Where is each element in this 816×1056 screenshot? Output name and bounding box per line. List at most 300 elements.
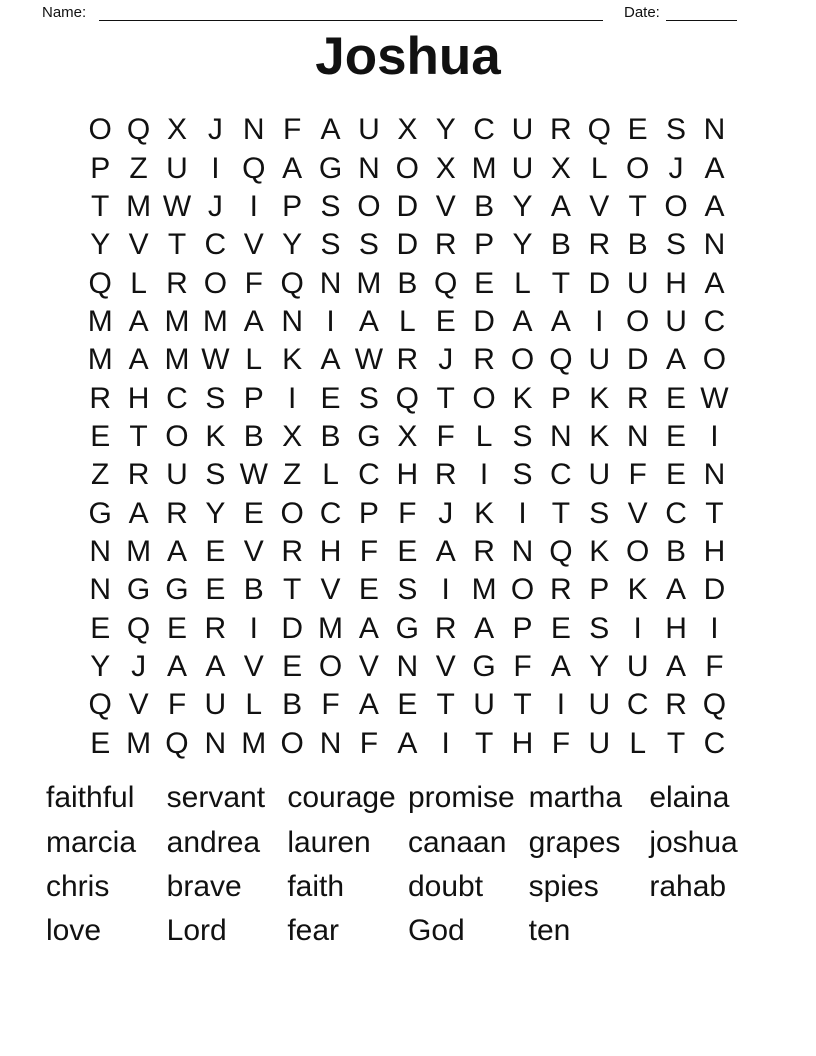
grid-letter: M	[471, 151, 497, 185]
grid-letter: V	[589, 189, 610, 223]
grid-letter: U	[588, 688, 611, 722]
grid-letter: M	[126, 726, 152, 760]
word-list-item: love	[46, 914, 102, 948]
grid-letter: U	[166, 151, 188, 185]
grid-letter: Q	[242, 151, 266, 185]
grid-letter: E	[243, 496, 264, 530]
grid-letter: O	[280, 496, 304, 530]
grid-letter: X	[282, 419, 303, 453]
grid-letter: M	[471, 573, 497, 607]
grid-letter: V	[243, 534, 264, 568]
grid-letter: H	[703, 534, 726, 568]
grid-letter: I	[556, 688, 566, 722]
grid-letter: S	[320, 189, 341, 223]
grid-letter: R	[588, 228, 611, 262]
grid-letter: L	[130, 266, 147, 300]
grid-letter: I	[211, 151, 220, 185]
grid-letter: R	[434, 228, 457, 262]
grid-letter: E	[358, 573, 379, 607]
grid-letter: N	[703, 228, 726, 262]
grid-letter: R	[473, 534, 495, 568]
grid-letter: A	[166, 649, 187, 683]
grid-letter: N	[281, 304, 303, 338]
grid-letter: Z	[282, 458, 302, 492]
word-list-item: canaan	[407, 825, 507, 859]
grid-letter: M	[126, 534, 152, 568]
grid-letter: D	[473, 304, 495, 338]
grid-letter: I	[326, 304, 335, 338]
grid-letter: Z	[91, 458, 110, 492]
grid-letter: P	[358, 496, 379, 530]
grid-letter: F	[436, 419, 455, 453]
grid-letter: O	[88, 113, 112, 147]
grid-letter: L	[322, 458, 339, 492]
grid-letter: F	[628, 458, 647, 492]
grid-letter: E	[90, 419, 111, 453]
grid-letter: T	[436, 381, 455, 415]
grid-letter: H	[319, 534, 342, 568]
grid-letter: T	[167, 228, 187, 262]
word-list-item: elaina	[649, 781, 730, 815]
grid-letter: M	[87, 343, 113, 377]
word-list-item: lauren	[287, 825, 371, 859]
grid-letter: S	[320, 228, 341, 262]
grid-letter: R	[396, 343, 419, 377]
grid-letter: G	[88, 496, 112, 530]
grid-letter: K	[205, 419, 226, 453]
grid-letter: M	[356, 266, 382, 300]
grid-letter: A	[358, 611, 379, 645]
grid-letter: U	[626, 266, 649, 300]
grid-letter: E	[90, 611, 111, 645]
grid-letter: B	[243, 419, 264, 453]
grid-letter: Y	[512, 189, 533, 223]
grid-letter: W	[162, 189, 192, 223]
grid-letter: S	[358, 381, 379, 415]
grid-letter: A	[704, 189, 725, 223]
grid-letter: T	[705, 496, 724, 530]
grid-letter: A	[704, 151, 725, 185]
word-list-item: marcia	[46, 825, 137, 859]
word-list-item: grapes	[528, 825, 621, 859]
grid-letter: V	[435, 649, 456, 683]
grid-letter: N	[626, 419, 649, 453]
grid-letter: G	[318, 151, 343, 185]
grid-letter: G	[126, 573, 151, 607]
grid-letter: B	[320, 419, 341, 453]
grid-letter: A	[666, 573, 687, 607]
grid-letter: R	[166, 496, 188, 530]
grid-letter: L	[590, 151, 608, 185]
grid-letter: X	[397, 113, 418, 147]
grid-letter: F	[244, 266, 263, 300]
grid-letter: W	[201, 343, 230, 377]
grid-letter: E	[282, 649, 303, 683]
grid-letter: X	[166, 113, 187, 147]
grid-letter: N	[358, 151, 380, 185]
word-list-item: faithful	[46, 781, 135, 815]
grid-letter: I	[441, 573, 450, 607]
grid-letter: F	[359, 534, 379, 568]
grid-letter: H	[665, 611, 687, 645]
word-list-item: andrea	[166, 825, 261, 859]
grid-letter: D	[396, 189, 419, 223]
grid-letter: V	[320, 573, 341, 607]
grid-letter: L	[398, 304, 416, 338]
grid-letter: O	[510, 573, 535, 607]
grid-letter: H	[511, 726, 534, 760]
grid-letter: P	[474, 228, 495, 262]
grid-letter: T	[628, 189, 647, 223]
grid-letter: U	[626, 649, 649, 683]
grid-letter: A	[474, 611, 495, 645]
word-list-item: courage	[287, 781, 396, 815]
grid-letter: N	[396, 649, 419, 683]
grid-letter: E	[666, 458, 687, 492]
grid-letter: U	[588, 458, 611, 492]
grid-letter: U	[665, 304, 687, 338]
grid-letter: Y	[90, 649, 111, 683]
grid-letter: L	[514, 266, 531, 300]
grid-letter: E	[666, 381, 687, 415]
grid-letter: N	[703, 113, 726, 147]
grid-letter: D	[703, 573, 726, 607]
grid-letter: I	[518, 496, 527, 530]
grid-letter: R	[281, 534, 303, 568]
grid-letter: I	[441, 726, 450, 760]
grid-letter: U	[473, 688, 495, 722]
grid-letter: C	[665, 496, 687, 530]
grid-letter: X	[435, 151, 456, 185]
grid-letter: J	[131, 649, 147, 683]
grid-letter: M	[241, 726, 267, 760]
grid-letter: Y	[512, 228, 533, 262]
date-fill-in-line	[666, 2, 737, 21]
word-list-item: joshua	[649, 825, 738, 859]
grid-letter: E	[320, 381, 341, 415]
grid-letter: A	[397, 726, 418, 760]
grid-letter: E	[474, 266, 495, 300]
grid-letter: T	[474, 726, 494, 760]
grid-letter: A	[320, 343, 341, 377]
grid-letter: R	[550, 573, 572, 607]
grid-letter: U	[511, 151, 534, 185]
grid-letter: K	[512, 381, 533, 415]
grid-letter: V	[243, 649, 264, 683]
grid-letter: E	[627, 113, 648, 147]
grid-letter: P	[589, 573, 610, 607]
grid-letter: A	[128, 304, 149, 338]
word-list-item: God	[407, 914, 465, 948]
grid-letter: H	[665, 266, 687, 300]
grid-letter: E	[205, 534, 226, 568]
grid-letter: I	[287, 381, 297, 415]
grid-letter: B	[550, 228, 571, 262]
word-list-item: Lord	[166, 914, 227, 948]
grid-letter: N	[703, 458, 726, 492]
grid-letter: Q	[549, 343, 573, 377]
grid-letter: O	[165, 419, 189, 453]
grid-letter: R	[204, 611, 227, 645]
word-list-item: chris	[46, 869, 110, 903]
grid-letter: M	[202, 304, 228, 338]
grid-letter: O	[357, 189, 381, 223]
grid-letter: X	[550, 151, 571, 185]
grid-letter: Y	[205, 496, 226, 530]
grid-letter: F	[167, 688, 187, 722]
grid-letter: Y	[435, 113, 456, 147]
grid-letter: N	[204, 726, 227, 760]
word-list-item: spies	[528, 869, 599, 903]
grid-letter: A	[666, 343, 687, 377]
worksheet-header	[42, 2, 774, 22]
grid-letter: R	[473, 343, 495, 377]
grid-letter: A	[282, 151, 303, 185]
word-list-item: rahab	[649, 869, 727, 903]
word-list-item: brave	[166, 869, 242, 903]
grid-letter: Q	[88, 266, 112, 300]
grid-letter: O	[702, 343, 727, 377]
grid-letter: N	[550, 419, 572, 453]
grid-letter: R	[626, 381, 649, 415]
grid-letter: V	[128, 228, 149, 262]
grid-letter: M	[87, 304, 113, 338]
grid-letter: D	[588, 266, 611, 300]
grid-letter: C	[319, 496, 342, 530]
grid-letter: B	[282, 688, 303, 722]
grid-letter: W	[239, 458, 268, 492]
word-list-item: fear	[287, 914, 340, 948]
grid-letter: V	[128, 688, 149, 722]
grid-letter: C	[166, 381, 188, 415]
grid-letter: Q	[434, 266, 458, 300]
grid-letter: A	[550, 304, 571, 338]
grid-letter: H	[127, 381, 150, 415]
grid-letter: I	[595, 304, 604, 338]
grid-letter: V	[435, 189, 456, 223]
grid-letter: O	[625, 304, 650, 338]
word-list	[46, 776, 770, 954]
grid-letter: E	[666, 419, 687, 453]
grid-letter: R	[550, 113, 572, 147]
grid-letter: M	[164, 343, 190, 377]
grid-letter: B	[666, 534, 687, 568]
grid-letter: J	[438, 496, 454, 530]
grid-letter: N	[319, 726, 342, 760]
grid-letter: F	[513, 649, 532, 683]
grid-letter: G	[472, 649, 496, 683]
grid-letter: L	[245, 343, 263, 377]
grid-letter: E	[166, 611, 187, 645]
grid-letter: G	[165, 573, 189, 607]
grid-letter: L	[245, 688, 263, 722]
grid-letter: Q	[126, 611, 151, 645]
grid-letter: S	[512, 458, 533, 492]
grid-letter: C	[204, 228, 227, 262]
grid-letter: N	[242, 113, 265, 147]
grid-letter: A	[666, 649, 687, 683]
grid-letter: O	[472, 381, 496, 415]
grid-letter: A	[550, 189, 571, 223]
grid-letter: A	[320, 113, 341, 147]
grid-letter: U	[166, 458, 188, 492]
grid-letter: S	[666, 228, 687, 262]
grid-letter: A	[128, 343, 149, 377]
grid-letter: C	[703, 304, 726, 338]
grid-letter: T	[91, 189, 110, 223]
grid-letter: O	[280, 726, 304, 760]
grid-letter: S	[589, 611, 610, 645]
grid-letter: B	[627, 228, 648, 262]
grid-letter: A	[243, 304, 264, 338]
grid-letter: C	[358, 458, 380, 492]
word-list-item: promise	[407, 781, 515, 815]
grid-letter: G	[357, 419, 381, 453]
grid-letter: O	[625, 151, 650, 185]
grid-letter: J	[207, 113, 223, 147]
word-list-item: faith	[287, 869, 345, 903]
grid-letter: C	[626, 688, 649, 722]
grid-letter: R	[89, 381, 112, 415]
grid-letter: B	[474, 189, 495, 223]
grid-letter: N	[89, 534, 112, 568]
grid-letter: Q	[88, 688, 112, 722]
grid-letter: P	[550, 381, 571, 415]
grid-letter: W	[700, 381, 729, 415]
grid-letter: P	[512, 611, 533, 645]
grid-letter: R	[434, 458, 457, 492]
grid-letter: Q	[702, 688, 727, 722]
grid-letter: B	[397, 266, 418, 300]
grid-letter: S	[512, 419, 533, 453]
grid-letter: T	[513, 688, 532, 722]
name-fill-in-line	[99, 2, 603, 21]
grid-letter: E	[90, 726, 111, 760]
grid-letter: Y	[282, 228, 303, 262]
grid-letter: W	[354, 343, 384, 377]
grid-letter: C	[550, 458, 572, 492]
date-label: Date:	[624, 4, 660, 21]
grid-letter: A	[205, 649, 226, 683]
grid-letter: R	[665, 688, 687, 722]
grid-letter: J	[438, 343, 454, 377]
grid-letter: I	[710, 419, 719, 453]
grid-letter: U	[588, 726, 611, 760]
grid-letter: I	[479, 458, 489, 492]
grid-letter: E	[205, 573, 226, 607]
grid-letter: B	[243, 573, 264, 607]
grid-letter: S	[358, 228, 379, 262]
grid-letter: A	[128, 496, 149, 530]
grid-letter: A	[166, 534, 187, 568]
grid-letter: F	[282, 113, 302, 147]
grid-letter: T	[551, 496, 571, 530]
grid-letter: V	[358, 649, 379, 683]
grid-letter: Q	[587, 113, 611, 147]
grid-letter: O	[664, 189, 688, 223]
grid-letter: A	[358, 304, 379, 338]
grid-letter: G	[395, 611, 419, 645]
grid-letter: E	[397, 534, 418, 568]
grid-letter: X	[397, 419, 418, 453]
grid-letter: A	[704, 266, 725, 300]
grid-letter: P	[243, 381, 264, 415]
grid-letter: A	[550, 649, 571, 683]
word-list-item: ten	[528, 914, 571, 948]
grid-letter: D	[396, 228, 419, 262]
grid-letter: J	[668, 151, 684, 185]
grid-letter: P	[90, 151, 111, 185]
word-search-grid	[81, 111, 734, 763]
grid-letter: Q	[165, 726, 189, 760]
grid-letter: J	[207, 189, 223, 223]
grid-letter: U	[204, 688, 227, 722]
grid-letter: F	[398, 496, 417, 530]
grid-letter: I	[249, 189, 258, 223]
word-list-item: servant	[166, 781, 266, 815]
grid-letter: M	[164, 304, 190, 338]
page-title: Joshua	[315, 27, 501, 86]
grid-letter: Q	[126, 113, 151, 147]
grid-letter: M	[126, 189, 152, 223]
grid-letter: K	[627, 573, 648, 607]
grid-letter: N	[511, 534, 534, 568]
grid-letter: O	[625, 534, 650, 568]
grid-letter: F	[321, 688, 340, 722]
grid-letter: E	[435, 304, 456, 338]
grid-letter: U	[511, 113, 534, 147]
grid-letter: S	[205, 458, 226, 492]
grid-letter: T	[666, 726, 686, 760]
grid-letter: I	[710, 611, 719, 645]
grid-letter: N	[89, 573, 112, 607]
grid-letter: Q	[395, 381, 419, 415]
grid-letter: I	[633, 611, 642, 645]
name-label: Name:	[42, 4, 87, 21]
grid-letter: K	[282, 343, 303, 377]
grid-letter: E	[397, 688, 418, 722]
grid-letter: T	[282, 573, 302, 607]
grid-letter: S	[205, 381, 226, 415]
grid-letter: S	[589, 496, 610, 530]
grid-letter: C	[473, 113, 495, 147]
grid-letter: T	[129, 419, 148, 453]
grid-letter: A	[435, 534, 456, 568]
grid-letter: K	[589, 534, 610, 568]
grid-letter: C	[703, 726, 726, 760]
grid-letter: D	[626, 343, 649, 377]
grid-letter: A	[358, 688, 379, 722]
grid-letter: Q	[280, 266, 304, 300]
grid-letter: D	[281, 611, 303, 645]
grid-letter: T	[436, 688, 455, 722]
grid-letter: H	[396, 458, 419, 492]
grid-letter: O	[395, 151, 419, 185]
grid-letter: K	[589, 381, 610, 415]
grid-letter: T	[551, 266, 571, 300]
grid-letter: Z	[129, 151, 148, 185]
grid-letter: E	[550, 611, 571, 645]
grid-letter: F	[705, 649, 724, 683]
grid-letter: A	[512, 304, 533, 338]
grid-letter: V	[243, 228, 264, 262]
grid-letter: S	[666, 113, 687, 147]
grid-letter: M	[318, 611, 344, 645]
grid-letter: Y	[589, 649, 610, 683]
grid-letter: O	[510, 343, 535, 377]
grid-letter: K	[474, 496, 495, 530]
grid-letter: Y	[90, 228, 111, 262]
